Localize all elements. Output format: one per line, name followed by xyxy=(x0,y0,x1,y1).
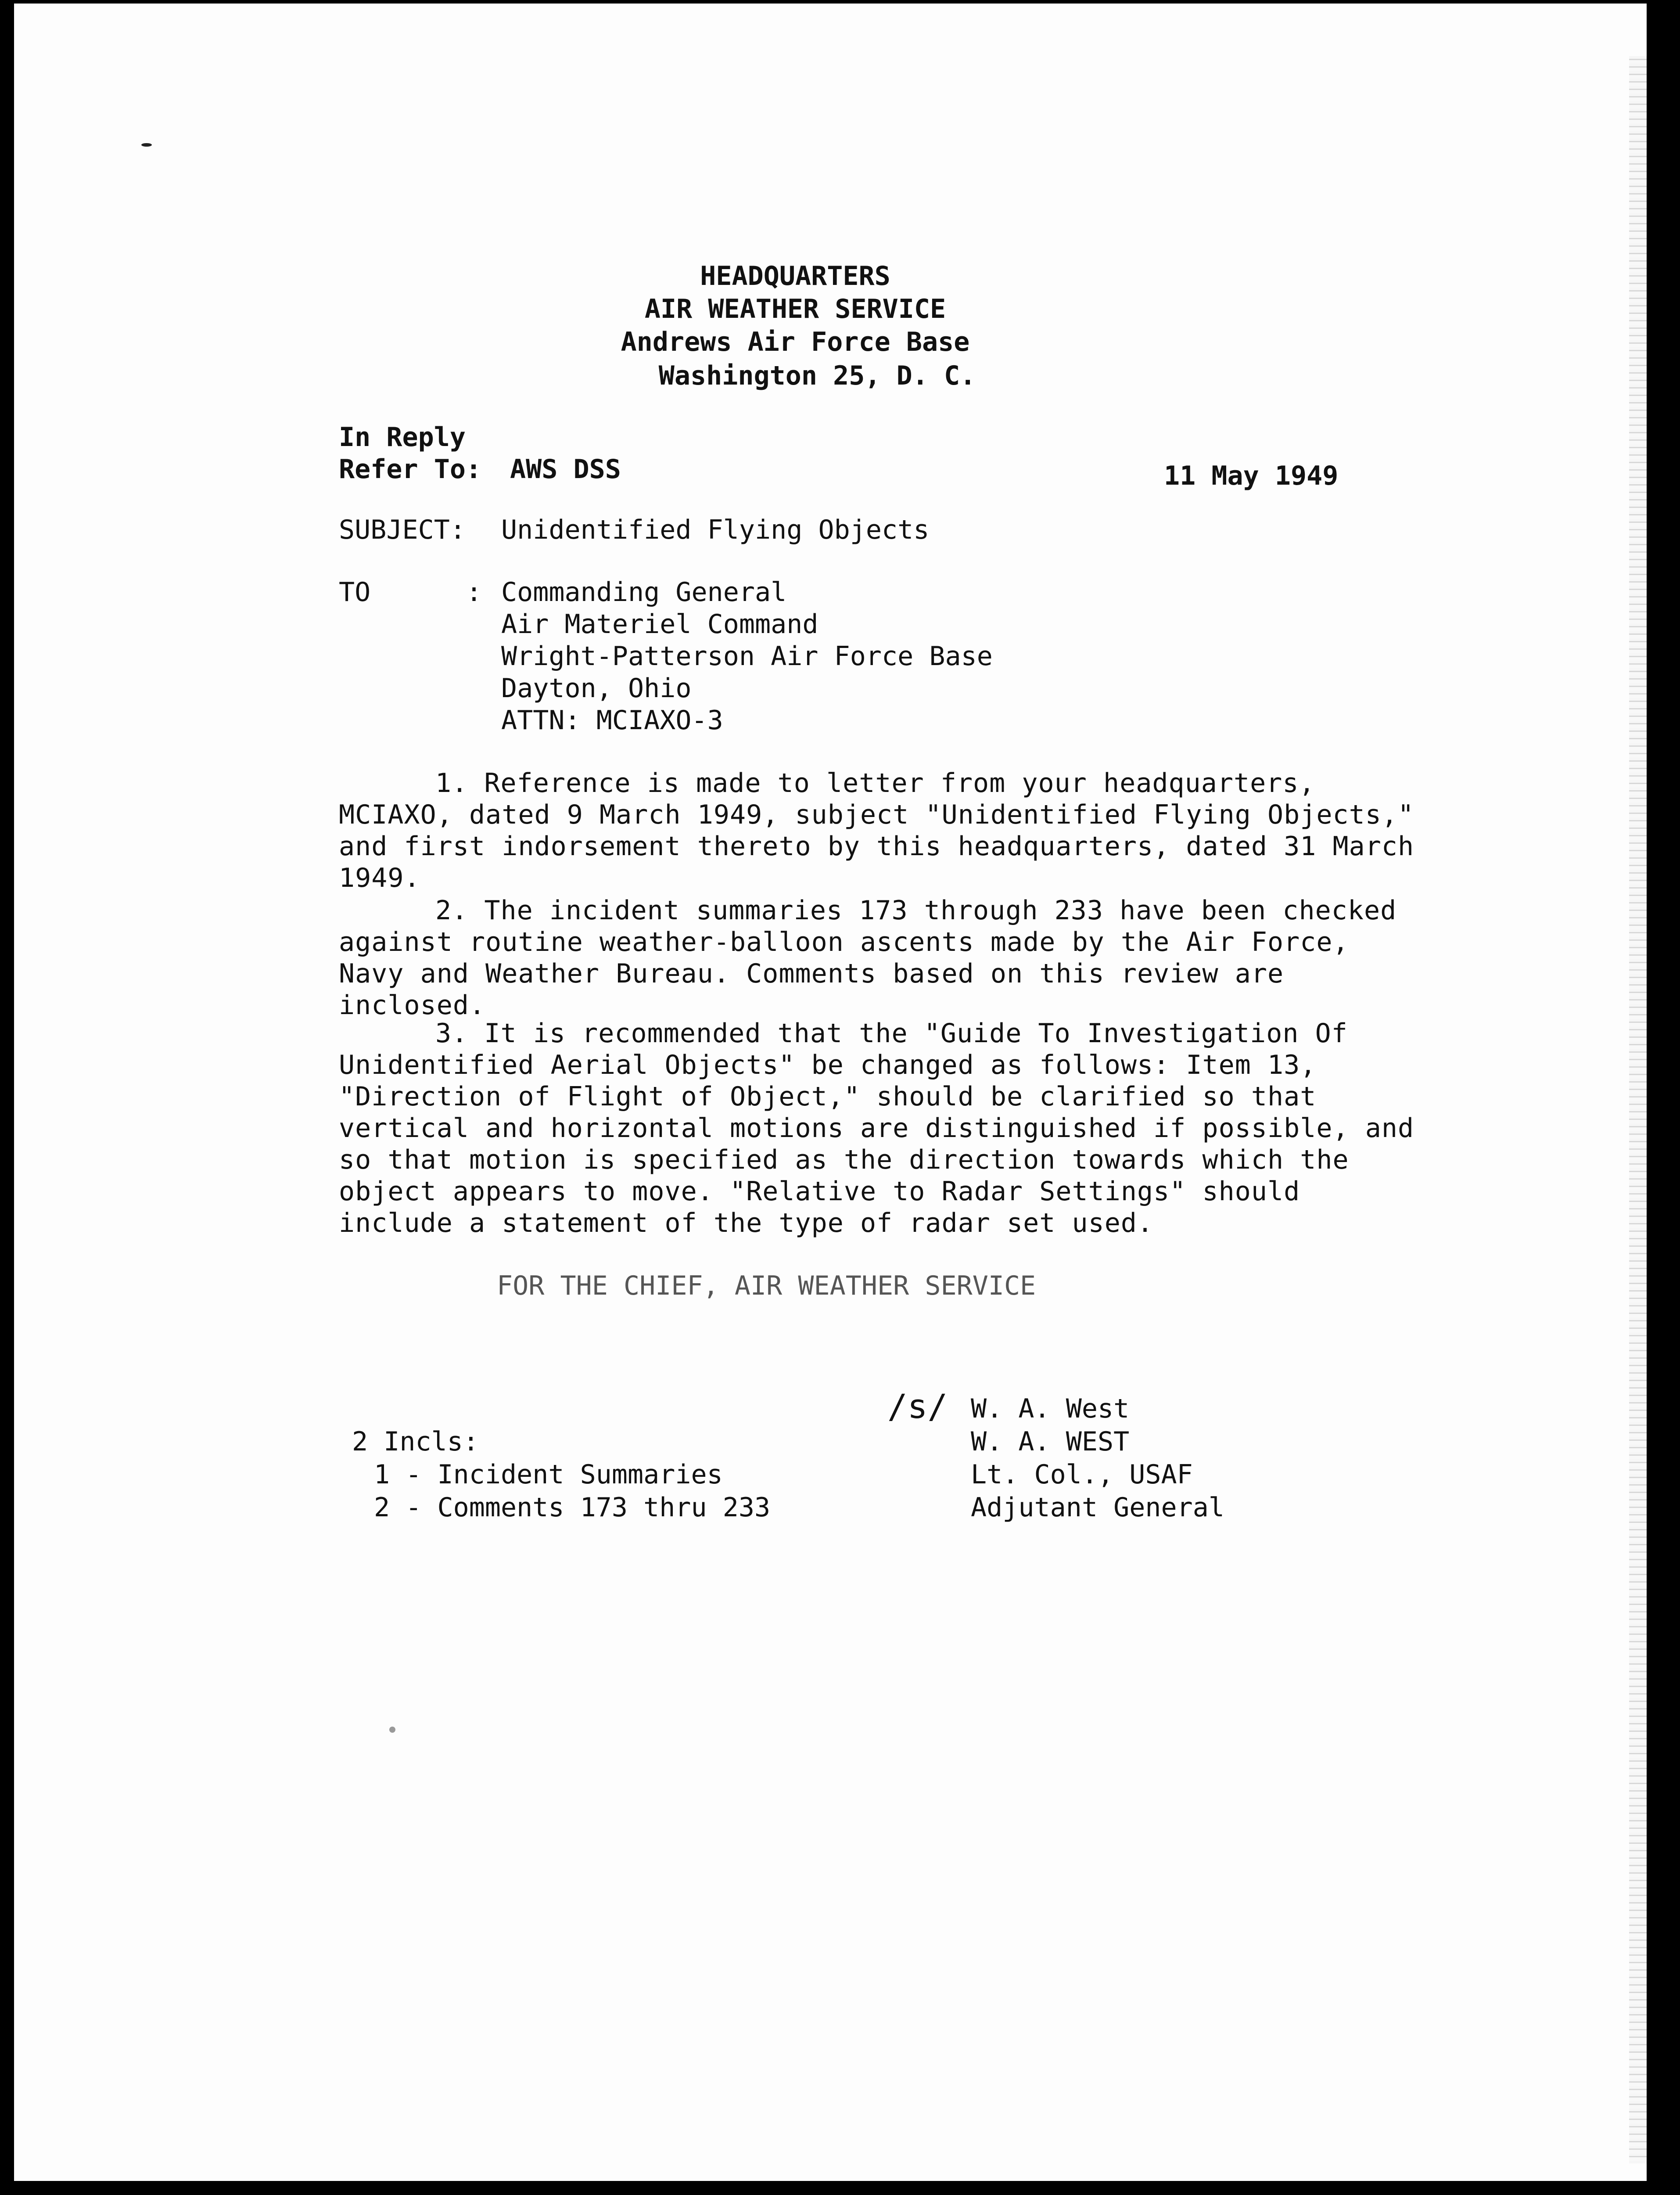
signer-title: Adjutant General xyxy=(971,1492,1224,1523)
document-page xyxy=(14,4,1647,2181)
paragraph-3-text: 3. It is recommended that the "Guide To Investigation Of Unidentified Aerial Objects" be changed as follows: Item 13, "Direction of Flight of Object," should be clarified so that vertical and horizontal motions are distinguished if possible, and so that motion is specified as the direction towards which the object appears to move. "Relative to Radar Settings" should include a statement of the type of radar set used. xyxy=(339,1018,1414,1238)
letterhead-line-1: HEADQUARTERS xyxy=(700,261,890,291)
signature-mark: /s/ xyxy=(887,1387,948,1426)
inclosure-item: 1 - Incident Summaries xyxy=(374,1459,723,1490)
signed-name: W. A. West xyxy=(971,1393,1130,1424)
paragraph-2-text: 2. The incident summaries 173 through 233 have been checked against routine weather-balloon ascents made by the Air Force, Navy and Weather Bureau. Comments based on this review are inclosed. xyxy=(339,895,1397,1021)
refer-to-label: Refer To: xyxy=(339,454,482,485)
letter-date: 11 May 1949 xyxy=(1164,461,1339,491)
refer-to-value: AWS DSS xyxy=(510,454,621,485)
signer-rank: Lt. Col., USAF xyxy=(971,1459,1193,1490)
subject-value: Unidentified Flying Objects xyxy=(501,515,930,545)
letterhead-line-3: Andrews Air Force Base xyxy=(621,327,970,357)
addressee-line: Commanding General xyxy=(501,577,787,608)
letterhead-line-4: Washington 25, D. C. xyxy=(658,360,976,391)
addressee-line: Wright-Patterson Air Force Base xyxy=(501,641,993,672)
closing-line: FOR THE CHIEF, AIR WEATHER SERVICE xyxy=(497,1270,1036,1301)
in-reply-label: In Reply xyxy=(339,422,466,453)
to-colon: : xyxy=(466,577,482,608)
inclosure-item: 2 - Comments 173 thru 233 xyxy=(374,1492,771,1523)
paragraph-1 xyxy=(339,767,1427,894)
inclosures-header: 2 Incls: xyxy=(352,1426,479,1457)
subject-label: SUBJECT: xyxy=(339,515,466,545)
addressee-line: ATTN: MCIAXO-3 xyxy=(501,705,723,736)
paragraph-2 xyxy=(339,895,1427,1021)
paragraph-1-text: 1. Reference is made to letter from your headquarters, MCIAXO, dated 9 March 1949, subject "Unidentified Flying Objects," and first indorsement thereto by this headquarters, dated 31 March 1949. xyxy=(339,768,1414,893)
letter-body xyxy=(14,4,1647,2181)
typed-name: W. A. WEST xyxy=(971,1426,1130,1457)
addressee-line: Air Materiel Command xyxy=(501,609,818,640)
letterhead-line-2: AIR WEATHER SERVICE xyxy=(644,294,946,324)
paragraph-3 xyxy=(339,1018,1427,1239)
scan-speck xyxy=(141,143,152,147)
to-label: TO xyxy=(339,577,371,608)
addressee-line: Dayton, Ohio xyxy=(501,673,692,704)
scan-speck xyxy=(389,1727,395,1733)
